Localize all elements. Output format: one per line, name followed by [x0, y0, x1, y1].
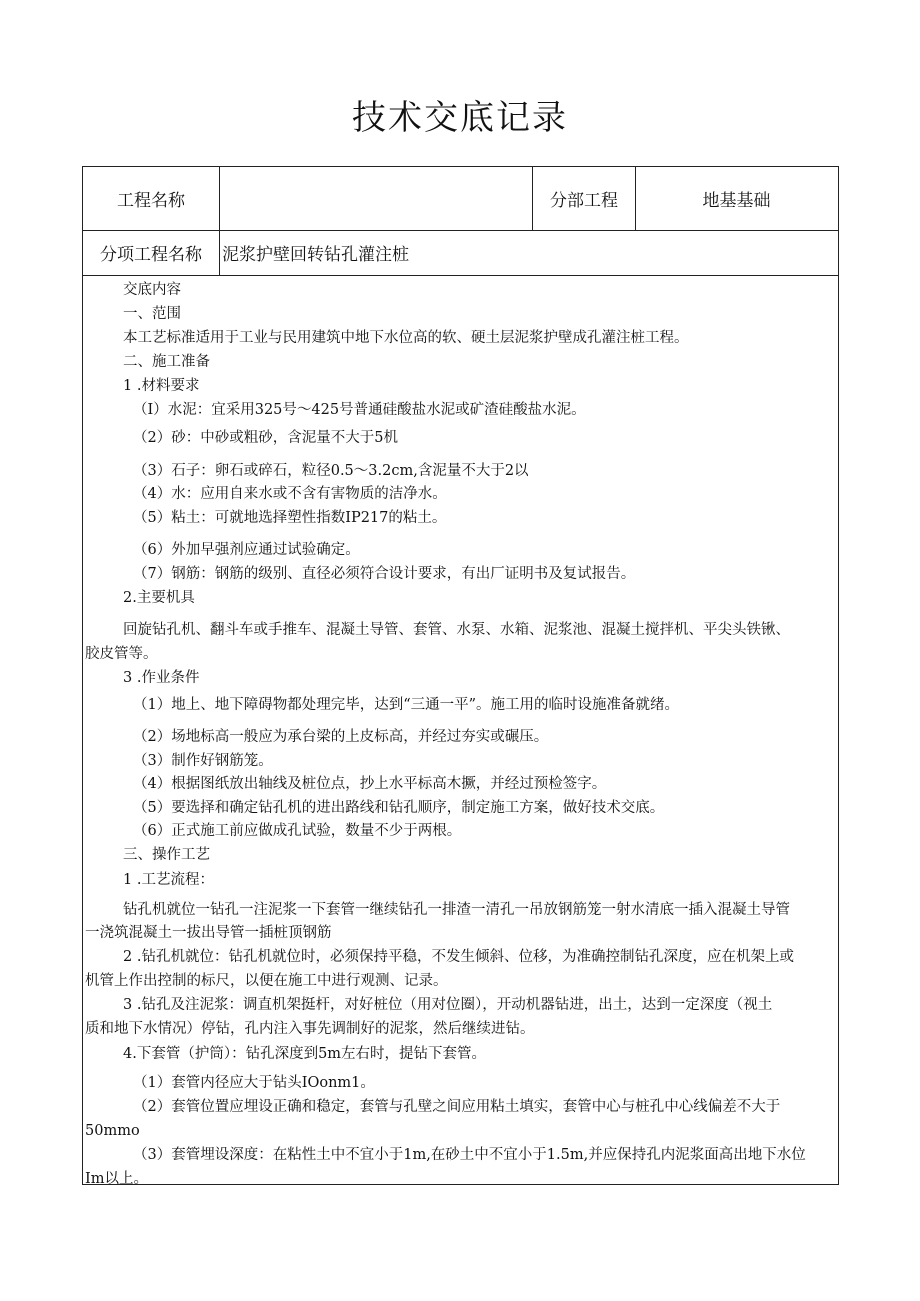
content-line: （6）正式施工前应做成孔试验，数量不少于两根。 [133, 823, 462, 839]
content-line: 胶皮管等。 [85, 646, 158, 662]
division-label: 分部工程 [533, 167, 636, 230]
content-line: （3）套管埋设深度：在粘性土中不宜小于1m,在砂土中不宜小于1.5m,并应保持孔内泥浆面高出地下水位 [133, 1147, 806, 1163]
content-line: 二、施工准备 [123, 354, 210, 370]
content-line: 一浇筑混凝土一拔出导管一插桩顶钢筋 [85, 925, 332, 941]
content-line: 4.下套管（护筒）：钻孔深度到5m左右时，提钻下套管。 [123, 1046, 487, 1062]
content-line: 质和地下水情况）停钻，孔内注入事先调制好的泥浆，然后继续进钻。 [85, 1021, 535, 1037]
content-line: （6）外加早强剂应通过试验确定。 [133, 542, 360, 558]
content-line: （5）要选择和确定钻孔机的进出路线和钻孔顺序，制定施工方案，做好技术交底。 [133, 800, 665, 816]
content-line: 回旋钻孔机、翻斗车或手推车、混凝土导管、套管、水泵、水箱、泥浆池、混凝土搅拌机、平尖头铁锹、 [123, 622, 790, 638]
subitem-label: 分项工程名称 [83, 230, 220, 275]
content-line: （4）水：应用自来水或不含有害物质的洁净水。 [133, 486, 447, 502]
subitem-value: 泥浆护壁回转钻孔灌注桩 [222, 245, 409, 265]
content-line: （3）制作好钢筋笼。 [133, 753, 273, 769]
content-line: 1 .材料要求 [123, 378, 200, 394]
content-line: （2）砂：中砂或粗砂，含泥量不大于5机 [133, 430, 398, 446]
content-line: 钻孔机就位一钻孔一注泥浆一下套管一继续钻孔一排渣一清孔一吊放钢筋笼一射水清底一插入混凝土导管 [123, 902, 790, 918]
header-row-project [83, 167, 838, 231]
content-line: 50mmo [85, 1123, 140, 1139]
content-line: （2）场地标高一般应为承台梁的上皮标高，并经过夯实或碾压。 [133, 729, 549, 745]
content-line: 机管上作出控制的标尺，以便在施工中进行观测、记录。 [85, 973, 448, 989]
content-line: 2.主要机具 [123, 590, 195, 606]
content-line: 1 .工艺流程： [123, 872, 214, 888]
content-line: 交底内容 [123, 282, 181, 298]
content-line: 2 .钻孔机就位：钻孔机就位时，必须保持平稳，不发生倾斜、位移，为准确控制钻孔深度，应在机架上或 [123, 949, 794, 965]
content-line: Im以上。 [85, 1171, 148, 1187]
content-line: 三、操作工艺 [123, 847, 210, 863]
content-line: 一、范围 [123, 306, 181, 322]
content-line: （4）根据图纸放出轴线及桩位点，抄上水平标高木撅，并经过预检签字。 [133, 776, 607, 792]
content-line: 3 .钻孔及注泥浆：调直机架挺杆，对好桩位（用对位圈），开动机器钻进，出土，达到一定深度（视土 [123, 997, 773, 1013]
content-line: （7）钢筋：钢筋的级别、直径必须符合设计要求，有出厂证明书及复试报告。 [133, 566, 636, 582]
project-name-label: 工程名称 [83, 167, 220, 230]
record-table [82, 166, 839, 1185]
content-line: （1）套管内径应大于钻头IOonm1。 [133, 1075, 375, 1091]
content-line: 本工艺标准适用于工业与民用建筑中地下水位高的软、硬土层泥浆护壁成孔灌注桩工程。 [123, 330, 689, 346]
division-value: 地基基础 [702, 191, 771, 211]
page-title: 技术交底记录 [352, 98, 568, 138]
content-line: （5）粘土：可就地选择塑性指数IP217的粘土。 [133, 510, 447, 526]
content-line: 3 .作业条件 [123, 670, 200, 686]
project-name-value [220, 167, 533, 230]
content-line: （I）水泥：宜采用325号～425号普通硅酸盐水泥或矿渣硅酸盐水泥。 [133, 402, 586, 418]
content-line: （1）地上、地下障碍物都处理完毕，达到“三通一平”。施工用的临时设施准备就绪。 [133, 697, 680, 713]
content-line: （2）套管位置应埋设正确和稳定，套管与孔壁之间应用粘土填实，套管中心与桩孔中心线偏差不大于 [133, 1099, 781, 1115]
content-line: （3）石子：卵石或碎石，粒径0.5～3.2cm,含泥量不大于2以 [133, 463, 529, 479]
header-row-subitem [83, 230, 838, 276]
